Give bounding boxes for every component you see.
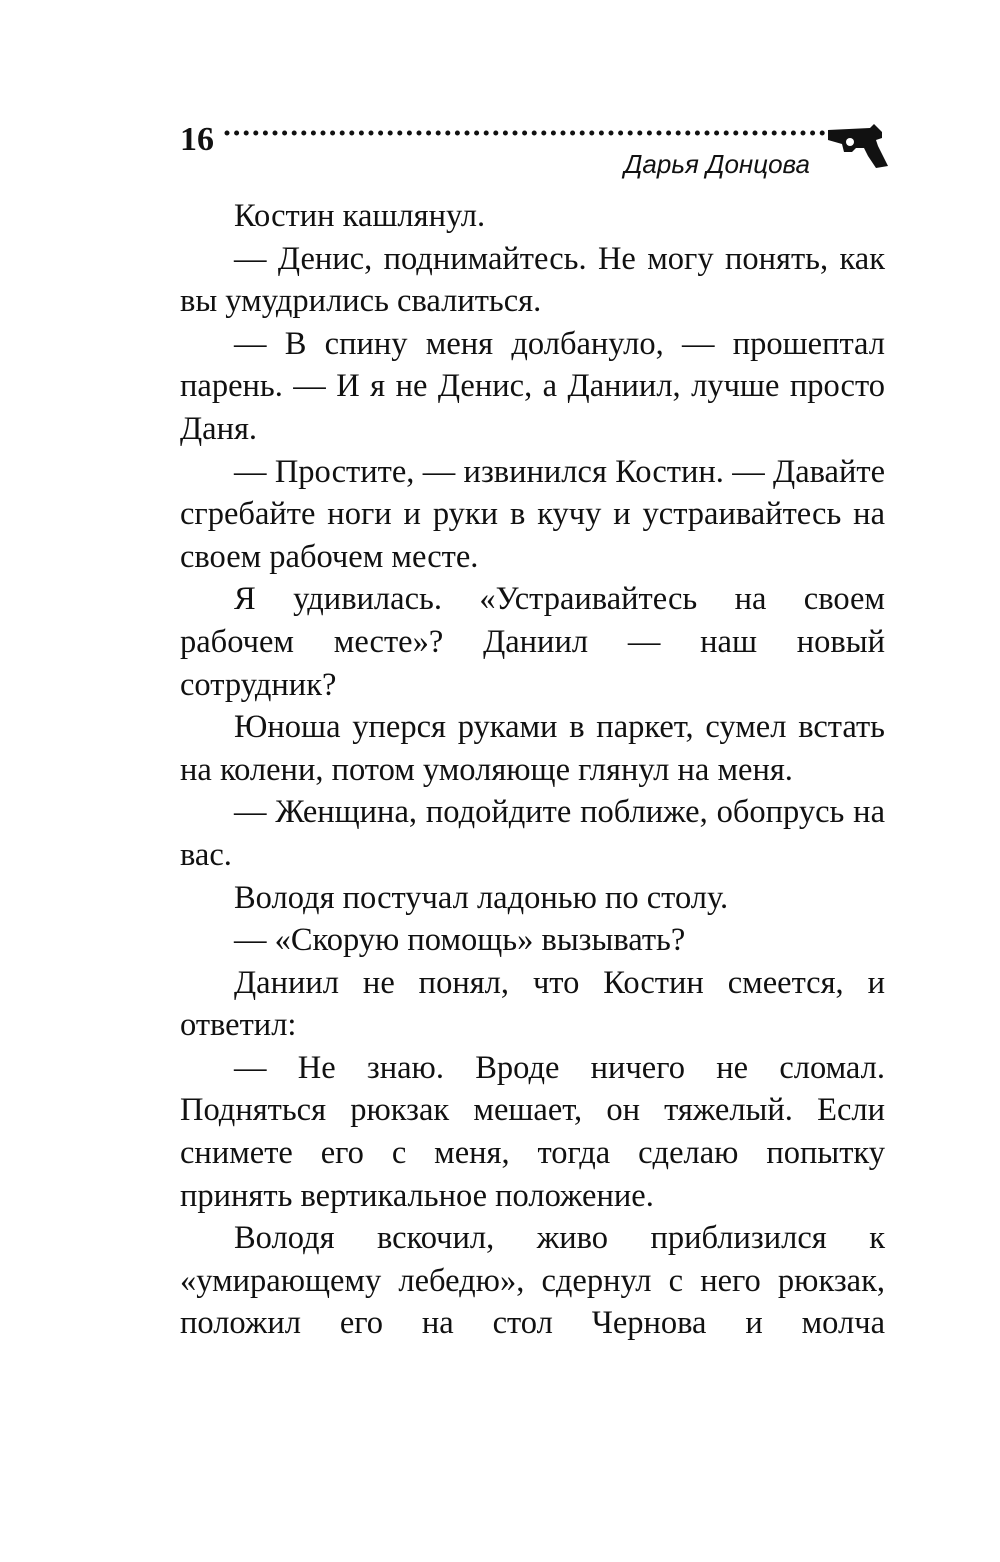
- paragraph: Володя постучал ладонью по столу.: [234, 879, 729, 916]
- running-author: Дарья Донцова: [624, 149, 810, 179]
- paragraph: Костин кашлянул.: [234, 198, 486, 234]
- revolver-icon: [826, 124, 890, 168]
- running-header: [0, 0, 1000, 200]
- dot-leader: [224, 128, 830, 138]
- paragraph: — Не знаю. Вроде ничего не сломал. Подняться рюкзак мешает, он тяжелый. Если снимете его с меня, тогда сделаю попытку принять вертикальное положение.: [180, 1049, 885, 1214]
- paragraph: Юноша уперся руками в паркет, сумел встать на колени, потом умоляюще глянул на меня.: [180, 709, 885, 788]
- paragraph: — «Скорую помощь» вызывать?: [234, 922, 686, 959]
- paragraph: — Простите, — извинился Костин. — Давайте сгребайте ноги и руки в кучу и устраивайтесь на своем рабочем месте.: [180, 453, 885, 575]
- paragraph: Я удивилась. «Устраивайтесь на своем рабочем месте»? Даниил — наш новый сотрудник?: [180, 581, 885, 703]
- paragraph: — В спину меня долбануло, — прошептал парень. — И я не Денис, а Даниил, лучше просто Даня.: [180, 325, 885, 447]
- paragraph: — Женщина, подойдите поближе, обопрусь на вас.: [180, 794, 885, 873]
- body-text: [180, 195, 885, 1345]
- page-number: 16: [180, 121, 214, 158]
- paragraph: Володя вскочил, живо приблизился к «умирающему лебедю», сдернул с него рюкзак, положил его на стол Чернова и молча: [180, 1220, 885, 1342]
- paragraph: Даниил не понял, что Костин смеется, и ответил:: [180, 964, 885, 1044]
- paragraph: — Денис, поднимайтесь. Не могу понять, как вы умудрились свалиться.: [180, 240, 885, 320]
